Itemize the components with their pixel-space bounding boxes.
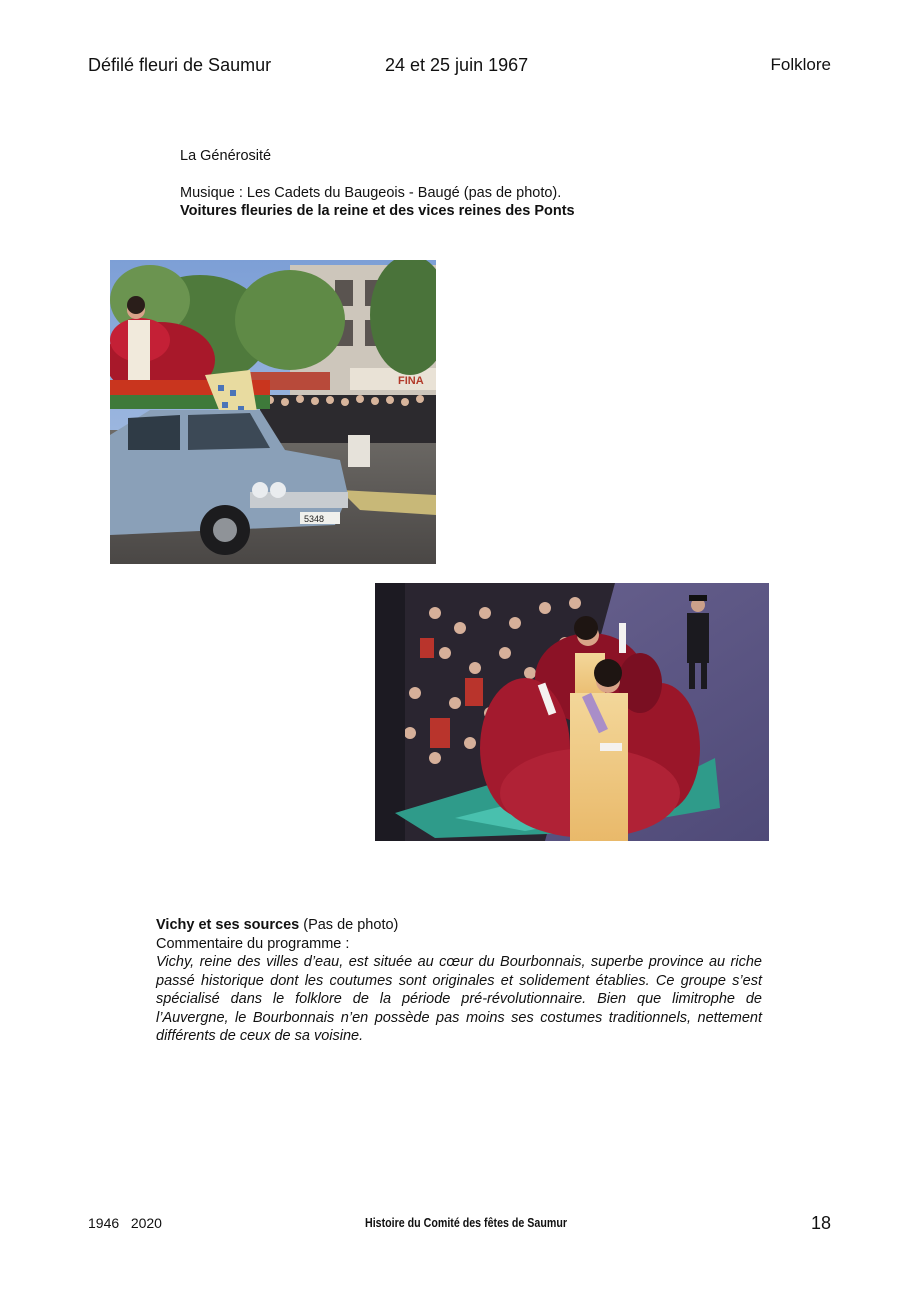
header-category: Folklore (770, 55, 831, 74)
header-title: Défilé fleuri de Saumur (88, 55, 272, 75)
vichy-title-bold: Vichy et ses sources (156, 917, 300, 933)
page-number: 18 (810, 1213, 831, 1233)
comment-text: Vichy, reine des villes d’eau, est située au cœur du Bourbonnais, superbe province au riche passé historique dont les coutumes sont originales et solidement établies. Ce groupe s’est spécialisé dans le folklore de la période pré-révolutionnaire. Bien que limitrophe de l’Auvergne, le Bourbonnais n’en possède pas moins ses costumes traditionnels, nettement différents de ceux de sa voisine. (156, 954, 762, 1044)
music-line: Musique : Les Cadets du Baugeois - Baugé (pas de photo). (180, 184, 562, 201)
photo-flowered-car (110, 260, 436, 564)
footer-years: 1946 2020 (88, 1215, 162, 1231)
footer-book-title: Histoire du Comité des fêtes de Saumur (365, 1215, 568, 1230)
comment-label: Commentaire du programme : (156, 935, 350, 952)
section-title: La Générosité (180, 148, 272, 164)
header-date: 24 et 25 juin 1967 (385, 55, 529, 75)
section-subtitle: Voitures fleuries de la reine et des vices reines des Ponts (180, 203, 575, 219)
photo-queens-float (375, 583, 769, 841)
vichy-title (156, 916, 762, 935)
section-generosite (180, 147, 700, 221)
section-vichy (156, 916, 762, 1046)
license-plate: 5348 (304, 514, 325, 524)
vichy-title-rest: (Pas de photo) (299, 917, 399, 933)
fina-sign: FINA (398, 375, 424, 387)
